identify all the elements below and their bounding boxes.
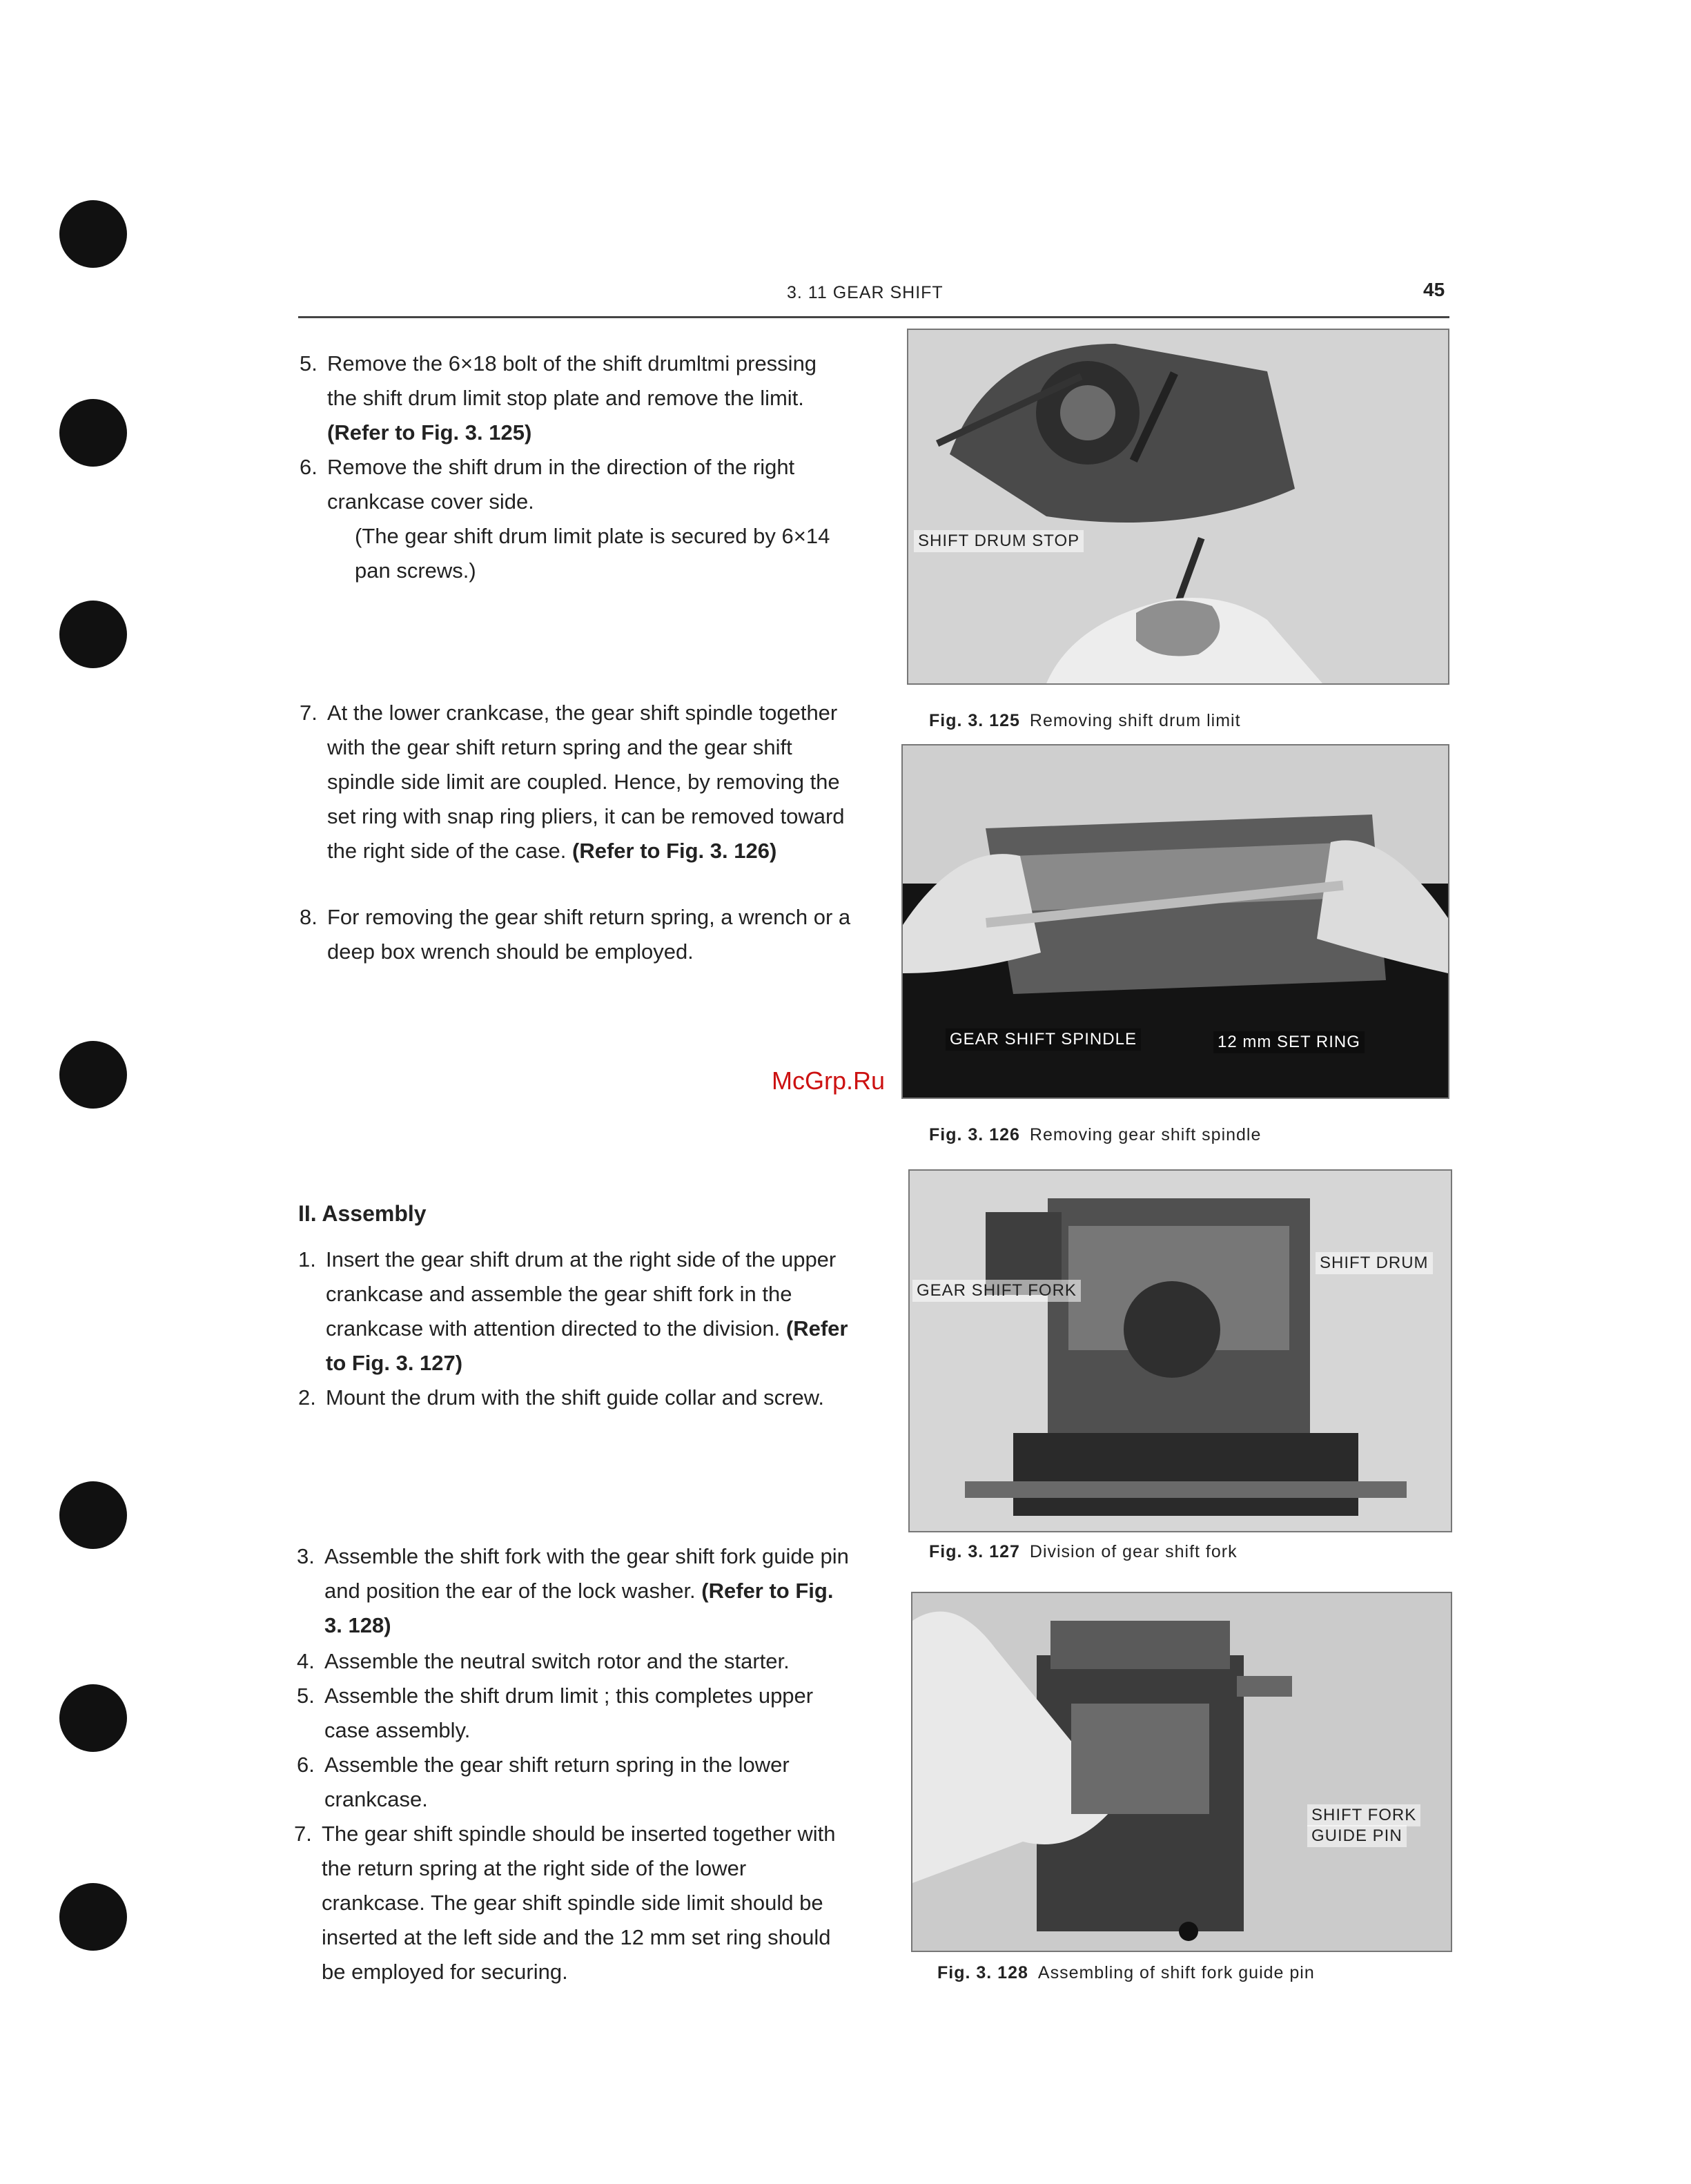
fig-126-caption: Fig. 3. 126 Removing gear shift spindle xyxy=(929,1125,1262,1144)
assembly-step-2: 2. Mount the drum with the shift guide collar and screw. xyxy=(298,1385,824,1410)
fig-125-caption: Fig. 3. 125 Removing shift drum limit xyxy=(929,711,1241,730)
binder-hole-4 xyxy=(59,1041,127,1109)
binder-hole-2 xyxy=(59,399,127,467)
fig-127-photo xyxy=(908,1169,1452,1532)
header-rule xyxy=(298,316,1449,318)
watermark-text: McGrp.Ru xyxy=(772,1066,886,1095)
assembly-step-6: 6. Assemble the gear shift return spring in the lower crankcase. xyxy=(297,1753,790,1811)
fig-127-label-shift-drum: SHIFT DRUM xyxy=(1316,1252,1433,1274)
assembly-step-1: 1. Insert the gear shift drum at the right side of the upper crankcase and assemble the gear shift fork in the crankcase with attention directed to the division. (Refer to Fig. 3. 127) xyxy=(298,1247,848,1375)
step-5-removal: 5. Remove the 6×18 bolt of the shift drumltmi pressing the shift drum limit stop plate and remove the limit. (Refer to Fig. 3. 125) xyxy=(300,351,817,445)
fig-128-photo xyxy=(911,1592,1452,1952)
fig-127-caption: Fig. 3. 127 Division of gear shift fork xyxy=(929,1542,1238,1561)
assembly-heading: II. Assembly xyxy=(298,1201,427,1226)
step-8-removal: 8. For removing the gear shift return spring, a wrench or a deep box wrench should be employed. xyxy=(300,905,851,964)
fig-127-label-gear-shift-fork: GEAR SHIFT FORK xyxy=(912,1280,1081,1302)
step-7-removal: 7. At the lower crankcase, the gear shift spindle together with the gear shift return spring and the gear shift spindle side limit are coupled. Hence, by removing the set ring with snap ring pliers, it can be removed toward the right side of the case. (Refer to Fig. 3. 126) xyxy=(300,701,845,863)
fig-128-caption: Fig. 3. 128 Assembling of shift fork guide pin xyxy=(937,1963,1315,1982)
assembly-step-5: 5. Assemble the shift drum limit ; this completes upper case assembly. xyxy=(297,1684,814,1742)
step-6-removal: 6. Remove the shift drum in the direction of the right crankcase cover side. (The gear shift drum limit plate is secured by 6×14 pan screws.) xyxy=(300,455,830,583)
assembly-step-7: 7. The gear shift spindle should be inserted together with the return spring at the right side of the lower crankcase. The gear shift spindle side limit should be inserted at the left side and the 12 mm set ring should be employed for securing. xyxy=(294,1822,836,1984)
section-header: 3. 11 GEAR SHIFT xyxy=(787,283,944,302)
binder-hole-5 xyxy=(59,1481,127,1549)
fig-126-photo xyxy=(901,744,1449,1099)
assembly-step-3: 3. Assemble the shift fork with the gear shift fork guide pin and position the ear of the lock washer. (Refer to Fig. 3. 128) xyxy=(297,1544,849,1637)
binder-hole-3 xyxy=(59,601,127,668)
fig-126-label-gear-shift-spindle: GEAR SHIFT SPINDLE xyxy=(946,1028,1141,1051)
fig-128-label-guide-pin: GUIDE PIN xyxy=(1307,1825,1407,1847)
fig-125-photo xyxy=(907,329,1449,685)
page-number: 45 xyxy=(1423,279,1445,300)
binder-hole-6 xyxy=(59,1684,127,1752)
binder-hole-7 xyxy=(59,1883,127,1951)
binder-hole-1 xyxy=(59,200,127,268)
assembly-step-4: 4. Assemble the neutral switch rotor and the starter. xyxy=(297,1649,790,1673)
fig-125-label-shift-drum-stop: SHIFT DRUM STOP xyxy=(914,530,1084,552)
fig-128-label-shift-fork: SHIFT FORK xyxy=(1307,1804,1420,1826)
fig-126-label-set-ring: 12 mm SET RING xyxy=(1213,1031,1365,1053)
